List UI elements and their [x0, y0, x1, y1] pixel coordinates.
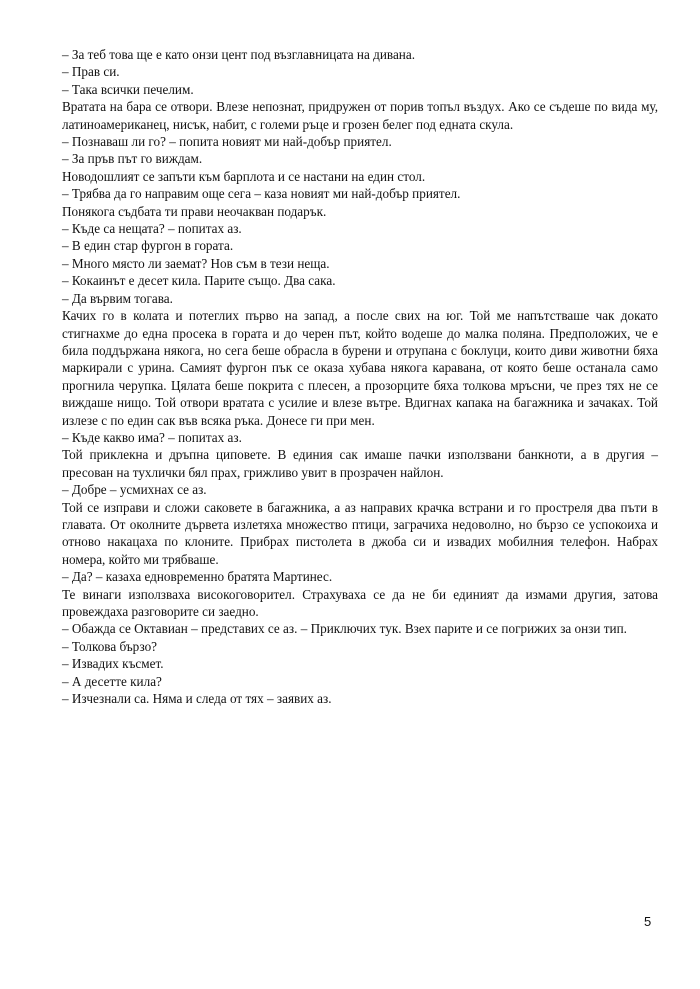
paragraph: – Прав си. — [62, 64, 120, 80]
paragraph: – Познаваш ли го? – попита новият ми най-добър приятел. — [62, 134, 392, 150]
paragraph: – А десетте кила? — [62, 673, 162, 689]
paragraph: – Да? – казаха едновременно братята Мартинес. — [62, 569, 333, 585]
paragraph: – Къде какво има? – попитах аз. — [62, 429, 242, 445]
paragraph: Вратата на бара се отвори. Влезе непознат, придружен от порив топъл въздух. Ако се съдеше по вида му, латиноамериканец, нисък, набит, с големи ръце и грозен белег под едната скула. — [62, 99, 658, 132]
paragraph: – За пръв път го виждам. — [62, 151, 203, 167]
paragraph: – Трябва да го направим още сега – каза новият ми най-добър приятел. — [62, 186, 461, 202]
paragraph: – В един стар фургон в гората. — [62, 238, 234, 254]
page-number: 5 — [644, 914, 652, 929]
body-text — [62, 46, 658, 707]
paragraph: – Обажда се Октавиан – представих се аз. – Приключих тук. Взех парите и се погрижих за онзи тип. — [62, 621, 627, 637]
paragraph: Качих го в колата и потеглих първо на запад, а после свих на юг. Той ме напътстваше чак докато стигнахме до една просека в гората и до черен път, който водеше до малка поляна. Предположих, че е била поддържана някога, но сега беше обрасла в бурени и отрупана с боклуци, които диви животни бяха маркирали с урина. Самият фургон пък се оказа хубава някога каравана, от която беше останала само прогнила черупка. Цялата беше покрита с плесен, а прозорците бяха толкова мръсни, че през тях не се виждаше нищо. Той отвори вратата с усилие и влезе вътре. Вдигнах капака на багажника и зачаках. Той излезе с по един сак във всяка ръка. Донесе ги при мен. — [62, 308, 658, 428]
paragraph: – Толкова бързо? — [62, 638, 158, 654]
paragraph: – За теб това ще е като онзи цент под възглавницата на дивана. — [62, 47, 416, 62]
paragraph: Той приклекна и дръпна циповете. В единия сак имаше пачки използвани банкноти, а в другия – пресован на тухлички бял прах, грижливо увит в прозрачен найлон. — [62, 447, 658, 480]
paragraph: – Изчезнали са. Няма и следа от тях – заявих аз. — [62, 691, 332, 707]
paragraph: Те винаги използваха високоговорител. Страхуваха се да не би единият да измами другия, затова провеждаха разговорите си заедно. — [62, 586, 658, 619]
paragraph: – Къде са нещата? – попитах аз. — [62, 221, 242, 237]
paragraph: Той се изправи и сложи саковете в багажника, а аз направих крачка встрани и го простреля два пъти в главата. От околните дървета излетяха множество птици, заграчиха недоволно, но бързо се успокоиха и отново накацаха по клоните. Прибрах пистолета в джоба си и извадих мобилния телефон. Набрах номера, който ми трябваше. — [62, 499, 658, 567]
paragraph: Новодошлият се запъти към барплота и се настани на един стол. — [62, 168, 426, 184]
paragraph: – Добре – усмихнах се аз. — [62, 482, 207, 498]
paragraph: – Кокаинът е десет кила. Парите също. Два сака. — [62, 273, 336, 289]
paragraph: – Да вървим тогава. — [62, 290, 173, 306]
paragraph: Понякога съдбата ти прави неочакван подарък. — [62, 203, 327, 219]
paragraph: – Извадих късмет. — [62, 656, 164, 672]
paragraph: – Така всички печелим. — [62, 81, 194, 97]
paragraph: – Много място ли заемат? Нов съм в тези неща. — [62, 255, 330, 271]
